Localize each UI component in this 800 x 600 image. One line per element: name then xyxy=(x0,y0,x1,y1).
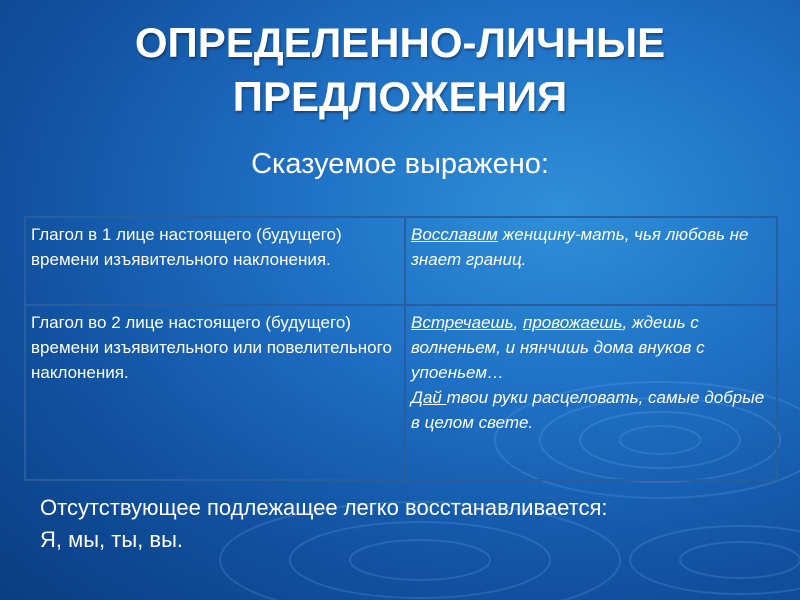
slide-title-line-2: ПРЕДЛОЖЕНИЯ xyxy=(232,73,568,120)
example-text: женщину-мать, чья любовь не знает границ. xyxy=(411,225,749,269)
footer-note xyxy=(40,492,760,556)
underlined-verb: провожаешь xyxy=(522,313,623,332)
slide-title-line-1: ОПРЕДЕЛЕННО-ЛИЧНЫЕ xyxy=(134,19,666,66)
underlined-verb: Дай xyxy=(411,388,447,407)
footer-line-2: Я, мы, ты, вы. xyxy=(40,527,183,552)
underlined-verb: Восславим xyxy=(411,225,498,244)
example-text: , xyxy=(513,313,523,332)
footer-line-1: Отсутствующее подлежащее легко восстанавливается: xyxy=(40,495,608,520)
slide-subtitle: Сказуемое выражено: xyxy=(251,148,549,180)
example-text: , ждешь с волненьем, и нянчишь дома внуков с упоеньем… xyxy=(411,313,705,382)
example-cell xyxy=(405,305,777,480)
table-row xyxy=(25,305,777,480)
example-text: твои руки расцеловать, самые добрые в целом свете. xyxy=(411,388,765,432)
definition-cell: Глагол в 1 лице настоящего (будущего) времени изъявительного наклонения. xyxy=(25,217,405,305)
underlined-verb: Встречаешь xyxy=(411,313,514,332)
table-row xyxy=(25,217,777,305)
definition-cell: Глагол во 2 лице настоящего (будущего) времени изъявительного или повелительного наклонения. xyxy=(25,305,405,480)
example-cell xyxy=(405,217,777,305)
slide-title xyxy=(0,16,800,124)
predicate-table xyxy=(24,216,778,481)
